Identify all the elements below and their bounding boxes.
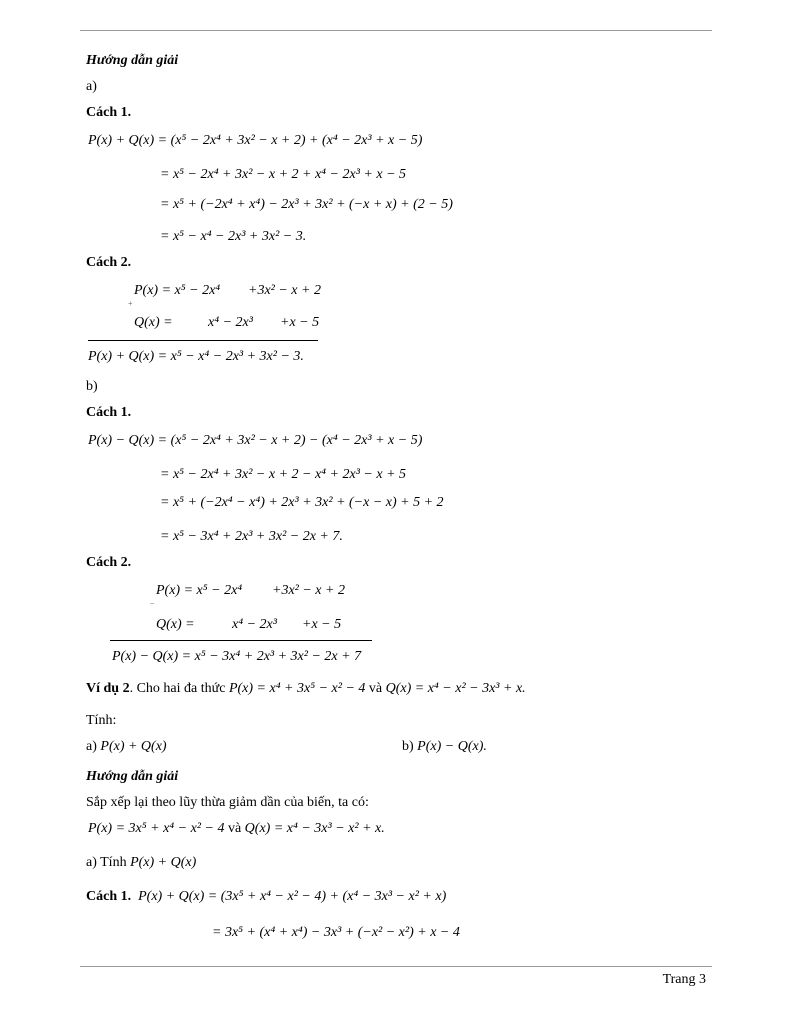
method-1-heading: Cách 1. [86,105,132,120]
column-q-mid: x⁴ − 2x³ [232,617,277,632]
example-2-q: Q(x) = x⁴ − x² − 3x³ + x. [385,681,526,696]
example-2-text: . Cho hai đa thức [129,681,229,696]
column-p-right: +3x² − x + 2 [272,583,345,598]
arranged-polynomials [88,820,385,838]
arranged-q: Q(x) = x⁴ − 3x³ − x² + x. [244,821,385,836]
example-2-p: P(x) = x⁴ + 3x⁵ − x² − 4 [228,681,366,696]
column-operator: − [150,599,155,608]
column-q-right: +x − 5 [280,315,320,330]
task-b-expr: P(x) − Q(x). [417,739,487,754]
solution-heading: Hướng dẫn giải [86,53,179,68]
column-q-mid: x⁴ − 2x³ [208,315,253,330]
column-q-right: +x − 5 [302,617,342,632]
compute-a-label: a) Tính [86,855,131,870]
compute-a [86,854,196,872]
example-2-label: Ví dụ 2 [86,681,130,696]
column-result: P(x) − Q(x) = x⁵ − 3x⁴ + 2x³ + 3x² − 2x + 7 [112,649,362,664]
equation-line: = x⁵ − 2x⁴ + 3x² − x + 2 − x⁴ + 2x³ − x + 5 [160,467,407,482]
header-rule [80,30,712,31]
equation-line: P(x) + Q(x) = (x⁵ − 2x⁴ + 3x² − x + 2) + (x⁴ − 2x³ + x − 5) [88,133,423,148]
column-p-left: P(x) = x⁵ − 2x⁴ [156,583,243,598]
column-sum-rule [88,340,318,341]
example-2-statement [86,680,526,698]
part-a-label: a) [86,79,97,94]
equation-line: = x⁵ − 2x⁴ + 3x² − x + 2 + x⁴ − 2x³ + x − 5 [160,167,407,182]
task-a [86,738,167,756]
method-1-heading: Cách 1. [86,405,132,420]
example-2-and: và [365,681,386,696]
column-p-right: +3x² − x + 2 [248,283,321,298]
task-a-expr: P(x) + Q(x) [100,739,167,754]
column-result: P(x) + Q(x) = x⁵ − x⁴ − 2x³ + 3x² − 3. [88,349,304,364]
task-a-label: a) [86,739,101,754]
equation-line: = x⁵ + (−2x⁴ + x⁴) − 2x³ + 3x² + (−x + x) + (2 − 5) [160,197,453,212]
arranged-p: P(x) = 3x⁵ + x⁴ − x² − 4 [88,821,225,836]
page-number: Trang 3 [662,972,706,987]
arrange-text: Sắp xếp lại theo lũy thừa giảm dần của biến, ta có: [86,795,369,810]
method-1-heading: Cách 1. [86,889,132,904]
equation-line: = x⁵ + (−2x⁴ − x⁴) + 2x³ + 3x² + (−x − x) + 5 + 2 [160,495,444,510]
column-operator: + [128,299,133,308]
column-difference-rule [110,640,372,641]
column-q-left: Q(x) = [156,617,195,632]
footer-rule [80,966,712,967]
equation-line: = x⁵ − x⁴ − 2x³ + 3x² − 3. [160,229,307,244]
equation-line: = x⁵ − 3x⁴ + 2x³ + 3x² − 2x + 7. [160,529,343,544]
method-2-heading: Cách 2. [86,555,132,570]
method-2-heading: Cách 2. [86,255,132,270]
equation-line: P(x) − Q(x) = (x⁵ − 2x⁴ + 3x² − x + 2) − (x⁴ − 2x³ + x − 5) [88,433,423,448]
compute-a-expr: P(x) + Q(x) [130,855,197,870]
column-p-left: P(x) = x⁵ − 2x⁴ [134,283,221,298]
arranged-and: và [224,821,245,836]
equation-line: = 3x⁵ + (x⁴ + x⁴) − 3x³ + (−x² − x²) + x − 4 [212,925,460,940]
equation-line: P(x) + Q(x) = (3x⁵ + x⁴ − x² − 4) + (x⁴ − 3x³ − x² + x) [138,889,447,904]
task-b [402,738,487,756]
solution-heading: Hướng dẫn giải [86,769,179,784]
compute-label: Tính: [86,713,117,728]
part-b-label: b) [86,379,98,394]
ex2-method-1 [86,888,446,906]
column-q-left: Q(x) = [134,315,173,330]
task-b-label: b) [402,739,418,754]
